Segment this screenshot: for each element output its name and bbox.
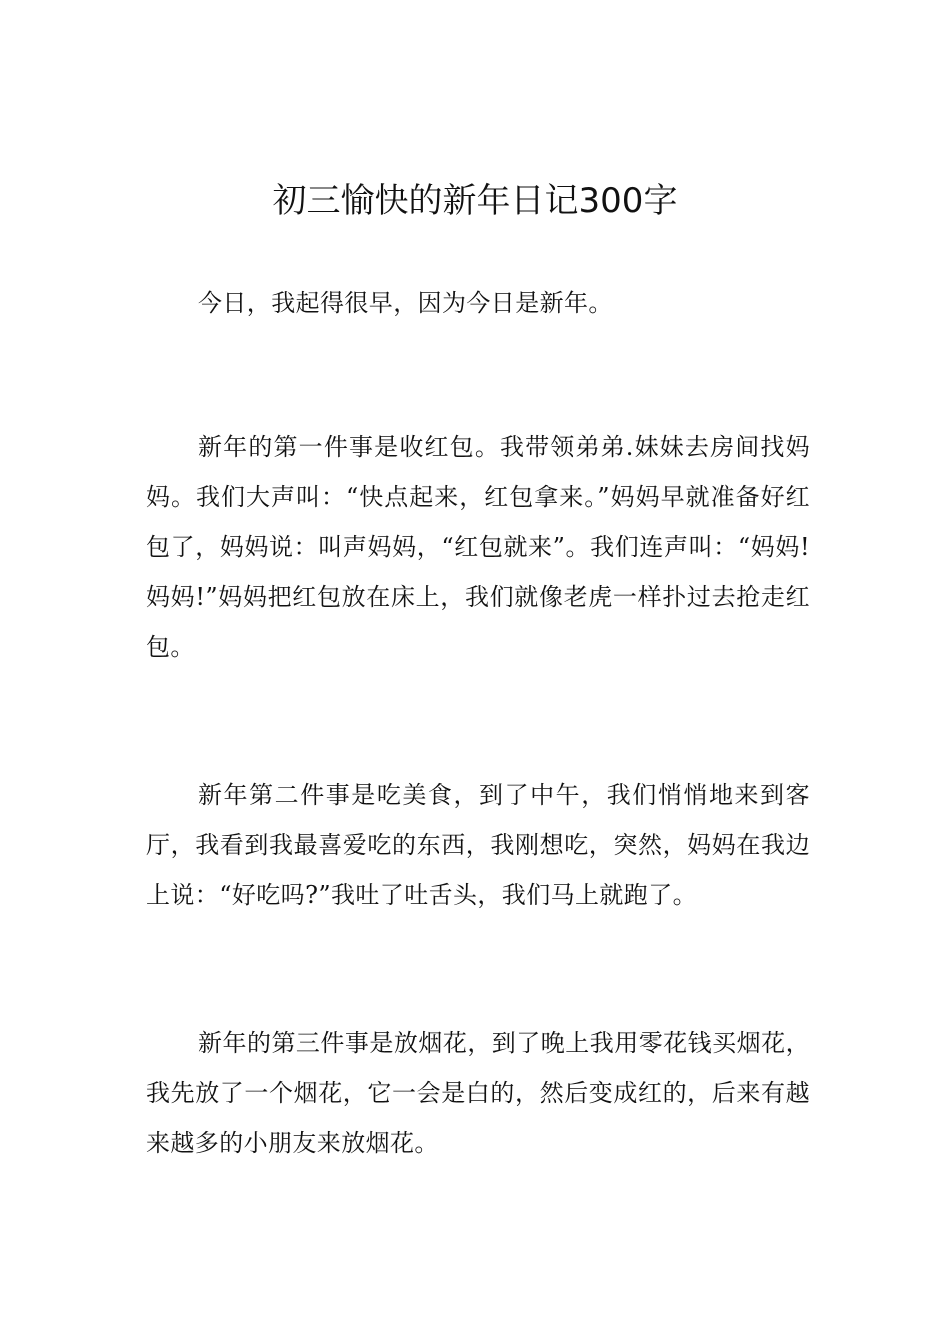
- paragraph-2: 新年的第一件事是收红包。我带领弟弟.妹妹去房间找妈妈。我们大声叫：“快点起来，红包拿来。”妈妈早就准备好红包了，妈妈说：叫声妈妈，“红包就来”。我们连声叫：“妈妈!妈妈!”妈妈把红包放在床上，我们就像老虎一样扑过去抢走红包。: [146, 433, 810, 661]
- paragraph-1: 今日，我起得很早，因为今日是新年。: [198, 289, 613, 317]
- document-title: 初三愉快的新年日记300字: [272, 181, 678, 221]
- paragraph-3: 新年第二件事是吃美食，到了中午，我们悄悄地来到客厅，我看到我最喜爱吃的东西，我刚想吃，突然，妈妈在我边上说：“好吃吗?”我吐了吐舌头，我们马上就跑了。: [146, 781, 810, 909]
- paragraph-4: 新年的第三件事是放烟花，到了晚上我用零花钱买烟花，我先放了一个烟花，它一会是白的，然后变成红的，后来有越来越多的小朋友来放烟花。: [146, 1029, 810, 1157]
